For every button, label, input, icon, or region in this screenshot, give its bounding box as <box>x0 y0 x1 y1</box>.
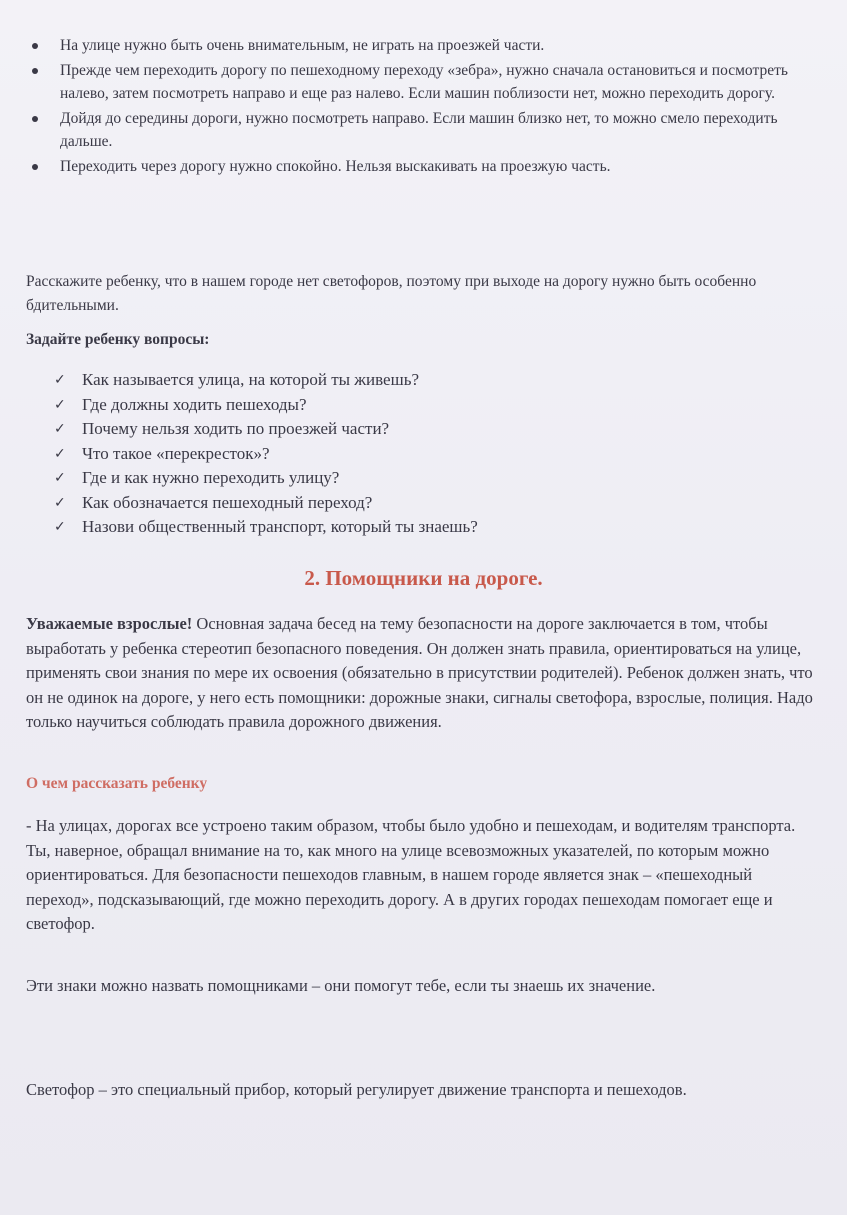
list-item <box>28 107 818 153</box>
question-text: Что такое «перекресток»? <box>82 443 270 463</box>
rule-text: Прежде чем переходить дорогу по пешеходному переходу «зебра», нужно сначала остановиться и посмотреть налево, затем посмотреть направо и еще раз налево. Если машин поблизости нет, можно переходить дорогу. <box>60 62 788 102</box>
rule-text: Дойдя до середины дороги, нужно посмотреть направо. Если машин близко нет, то можно смело переходить дальше. <box>60 110 778 150</box>
question-item <box>54 417 478 442</box>
questions-list <box>54 368 478 540</box>
rule-text: На улице нужно быть очень внимательным, не играть на проезжей части. <box>60 37 545 54</box>
checkmark-icon: ✓ <box>54 494 66 511</box>
bullet-dot-icon <box>32 116 38 122</box>
list-item <box>28 34 818 57</box>
question-text: Назови общественный транспорт, который ты знаешь? <box>82 517 478 536</box>
tell-paragraph: - На улицах, дорогах все устроено таким образом, чтобы было удобно и пешеходам, и водителям транспорта. Ты, наверное, обращал внимание на то, как много на улице всевозможных указателей, по которым можно ориентироваться. Для безопасности пешеходов главным, в нашем городе является знак – «пешеходный переход», подсказывающий, где можно переходить дорогу. А в других городах пешеходам помогает еще и светофор. <box>26 816 796 933</box>
list-item <box>28 59 818 105</box>
checkmark-icon: ✓ <box>54 445 66 462</box>
question-item <box>54 466 478 491</box>
tell-child-heading: О чем рассказать ребенку <box>26 775 208 792</box>
signs-paragraph: Эти знаки можно назвать помощниками – они помогут тебе, если ты знаешь их значение. <box>26 976 656 995</box>
adults-lead: Уважаемые взрослые! <box>26 614 193 633</box>
question-text: Где и как нужно переходить улицу? <box>82 468 340 487</box>
checkmark-icon: ✓ <box>54 421 66 437</box>
questions-heading: Задайте ребенку вопросы: <box>26 331 210 348</box>
question-text: Где должны ходить пешеходы? <box>82 394 307 414</box>
checkmark-icon: ✓ <box>54 470 66 486</box>
list-item <box>28 155 818 178</box>
checkmark-icon: ✓ <box>54 396 66 413</box>
intro-paragraph: Расскажите ребенку, что в нашем городе нет светофоров, поэтому при выходе на дорогу нужно быть особенно бдительными. <box>26 273 757 314</box>
question-item <box>54 442 478 467</box>
section-title: 2. Помощники на дороге. <box>304 566 543 590</box>
adults-text: Основная задача бесед на тему безопасности на дороге заключается в том, чтобы выработать у ребенка стереотип безопасного поведения. Он должен знать правила, ориентироваться на улице, применять свои знания по мере их освоения (обязательно в присутствии родителей). Ребенок должен знать, что он не одинок на дороге, у него есть помощники: дорожные знаки, сигналы светофора, взрослые, полиция. Надо только научиться соблюдать правила дорожного движения. <box>26 614 813 731</box>
question-text: Как называется улица, на которой ты живешь? <box>82 370 419 389</box>
question-item <box>54 491 478 516</box>
bullet-dot-icon <box>32 43 38 49</box>
rule-text: Переходить через дорогу нужно спокойно. Нельзя выскакивать на проезжую часть. <box>60 158 611 175</box>
question-item <box>54 368 478 393</box>
safety-rules-list <box>28 34 818 180</box>
checkmark-icon: ✓ <box>54 372 66 388</box>
bullet-dot-icon <box>32 68 38 74</box>
question-text: Как обозначается пешеходный переход? <box>82 492 373 512</box>
question-item <box>54 515 478 540</box>
checkmark-icon: ✓ <box>54 519 66 535</box>
traffic-light-paragraph: Светофор – это специальный прибор, который регулирует движение транспорта и пешеходов. <box>26 1080 687 1099</box>
bullet-dot-icon <box>32 164 38 170</box>
adults-paragraph <box>26 612 816 735</box>
question-item <box>54 393 478 418</box>
question-text: Почему нельзя ходить по проезжей части? <box>82 419 390 438</box>
